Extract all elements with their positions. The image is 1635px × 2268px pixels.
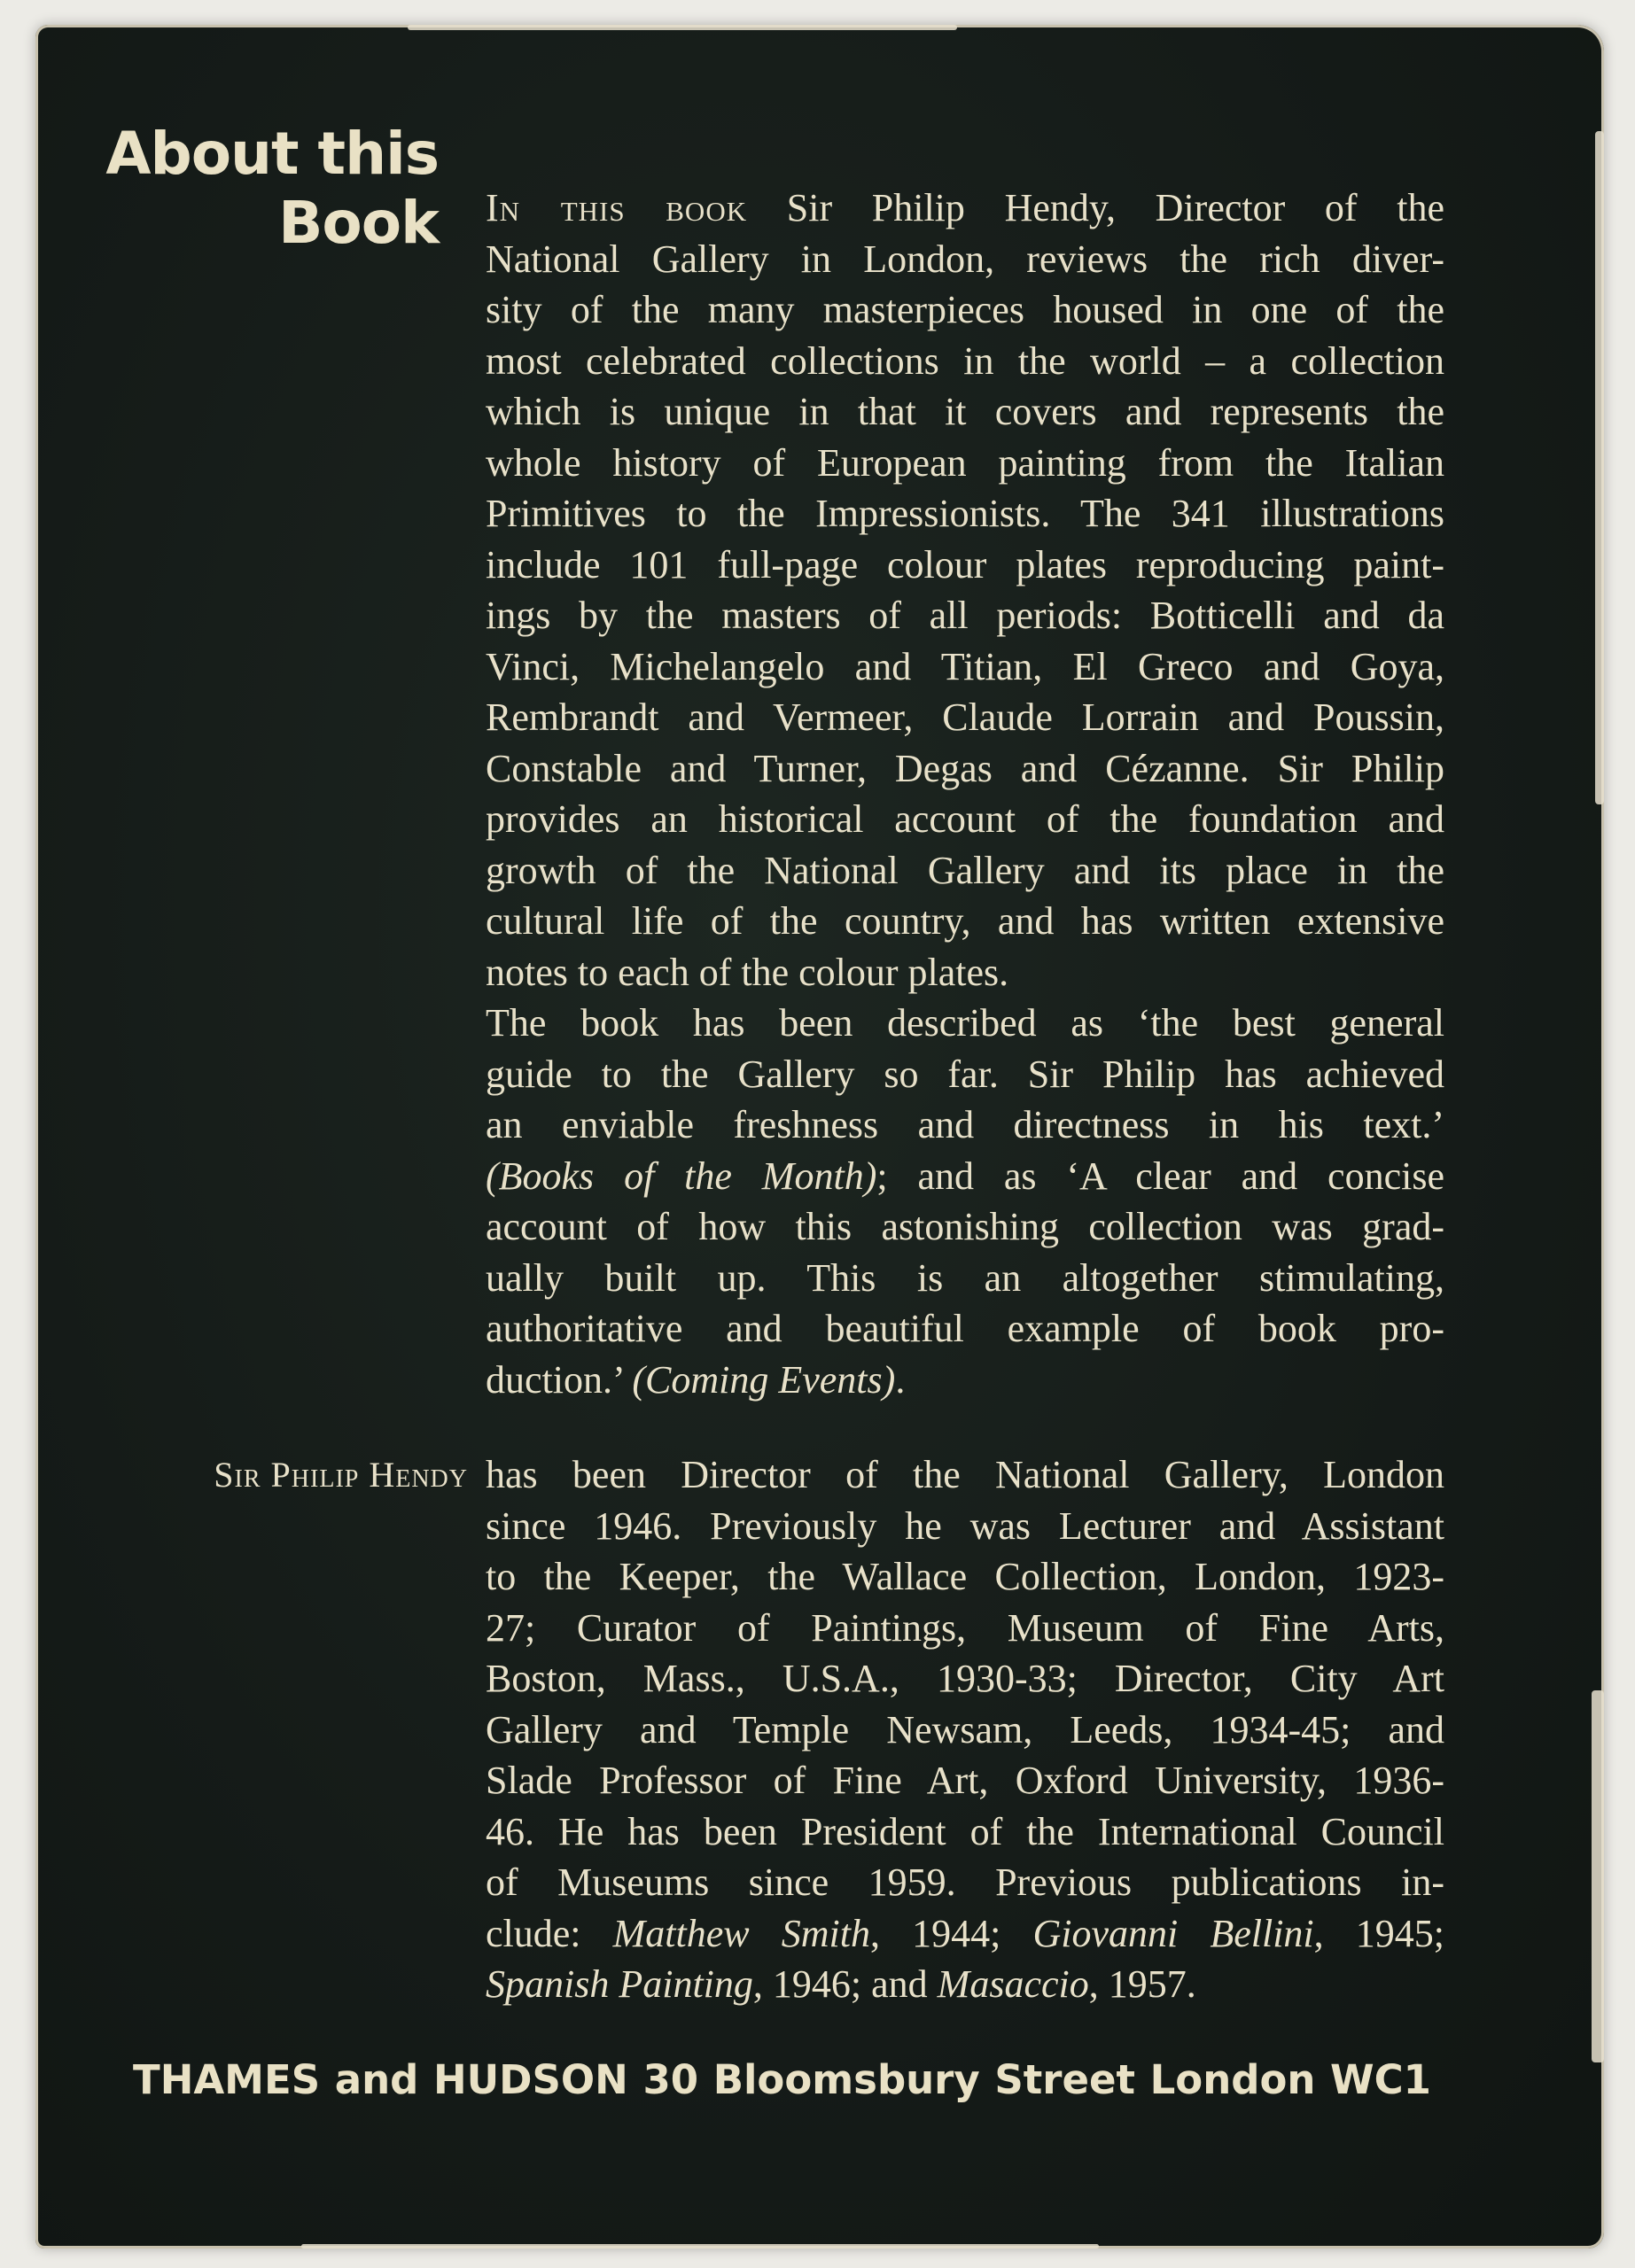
review-line: The book has been described as ‘the best general	[486, 1001, 1444, 1045]
review-line: authoritative and beautiful example of book pro-	[486, 1307, 1444, 1350]
bio-line: Gallery and Temple Newsam, Leeds, 1934-45; and	[486, 1707, 1444, 1751]
about-line: include 101 full-page colour plates reproducing paint-	[486, 542, 1444, 586]
publication-year: , 1945;	[1313, 1911, 1444, 1955]
about-line: provides an historical account of the foundation and	[486, 797, 1444, 841]
cover-wear-bottom	[301, 2244, 1099, 2249]
bio-line: Slade Professor of Fine Art, Oxford University, 1936-	[486, 1759, 1444, 1802]
about-line: most celebrated collections in the world – a collection	[486, 338, 1444, 383]
bio-line: 27; Curator of Paintings, Museum of Fine Arts,	[486, 1605, 1444, 1650]
review-line: account of how this astonishing collection was grad-	[486, 1205, 1444, 1248]
publication-title: Matthew Smith	[612, 1911, 870, 1955]
about-line: sity of the many masterpieces housed in one of the	[486, 288, 1444, 331]
review-line: an enviable freshness and directness in his text.’	[486, 1103, 1444, 1146]
review-line	[486, 1355, 1444, 1406]
about-line: whole history of European painting from the Italian	[486, 440, 1444, 485]
publication-year: , 1944;	[869, 1911, 1033, 1955]
about-line-1	[486, 183, 1444, 234]
publication-year: , 1957.	[1088, 1962, 1196, 2006]
review-line	[486, 1151, 1444, 1202]
bio-publications-line	[486, 1959, 1444, 2010]
cover-wear-top	[408, 25, 957, 30]
bio-line: 46. He has been President of the International Council	[486, 1809, 1444, 1853]
cover-wear-right-lower	[1592, 1690, 1604, 2062]
about-line-1-text: Sir Philip Hendy, Director of the	[747, 186, 1444, 229]
about-line: growth of the National Gallery and its place in the	[486, 848, 1444, 892]
about-line: which is unique in that it covers and represents the	[486, 390, 1444, 433]
about-heading-line1: About this	[105, 120, 439, 188]
about-line: cultural life of the country, and has written extensive	[486, 899, 1444, 943]
about-line: Primitives to the Impressionists. The 341 illustrations	[486, 492, 1444, 535]
about-heading	[71, 120, 439, 258]
author-name-label: Sir Philip Hendy	[214, 1455, 468, 1495]
cover-wear-right	[1595, 131, 1604, 804]
bio-prefix: clude:	[486, 1911, 613, 1955]
about-line: ings by the masters of all periods: Botticelli and da	[486, 594, 1444, 637]
bio-line: Boston, Mass., U.S.A., 1930-33; Director, City Art	[486, 1657, 1444, 1700]
about-line: National Gallery in London, reviews the rich diver-	[486, 237, 1444, 281]
review-final-period: .	[895, 1357, 906, 1402]
publication-title: Giovanni Bellini	[1032, 1911, 1314, 1955]
bio-line: since 1946. Previously he was Lecturer and Assistant	[486, 1503, 1444, 1548]
bio-line: to the Keeper, the Wallace Collection, London, 1923-	[486, 1555, 1444, 1598]
about-paragraph	[486, 183, 1444, 1405]
publication-title: Masaccio	[937, 1962, 1089, 2006]
about-heading-line2: Book	[278, 189, 439, 257]
review-source-books-of-the-month: (Books of the Month)	[486, 1153, 877, 1198]
review-line: guide to the Gallery so far. Sir Philip has achieved	[486, 1052, 1444, 1096]
publication-year: , 1946; and	[752, 1962, 938, 2006]
about-line: Rembrandt and Vermeer, Claude Lorrain and Poussin,	[486, 695, 1444, 739]
bio-line: has been Director of the National Gallery, London	[486, 1453, 1444, 1496]
about-line: notes to each of the colour plates.	[486, 950, 1009, 994]
bio-publications-line	[486, 1908, 1444, 1960]
review-source-coming-events: (Coming Events)	[632, 1357, 896, 1402]
bio-line: of Museums since 1959. Previous publications in-	[486, 1860, 1444, 1904]
publisher-imprint: THAMES and HUDSON 30 Bloomsbury Street London WC1	[133, 2056, 1431, 2103]
review-text: ; and as ‘A clear and concise	[876, 1153, 1444, 1198]
about-line: Vinci, Michelangelo and Titian, El Greco and Goya,	[486, 644, 1444, 688]
review-line: ually built up. This is an altogether stimulating,	[486, 1255, 1444, 1300]
author-biography	[486, 1449, 1444, 2010]
about-line: Constable and Turner, Degas and Cézanne. Sir Philip	[486, 746, 1444, 790]
about-lead: In this book	[486, 186, 748, 229]
publication-title: Spanish Painting	[486, 1962, 753, 2006]
review-final-text: duction.’	[486, 1357, 633, 1402]
